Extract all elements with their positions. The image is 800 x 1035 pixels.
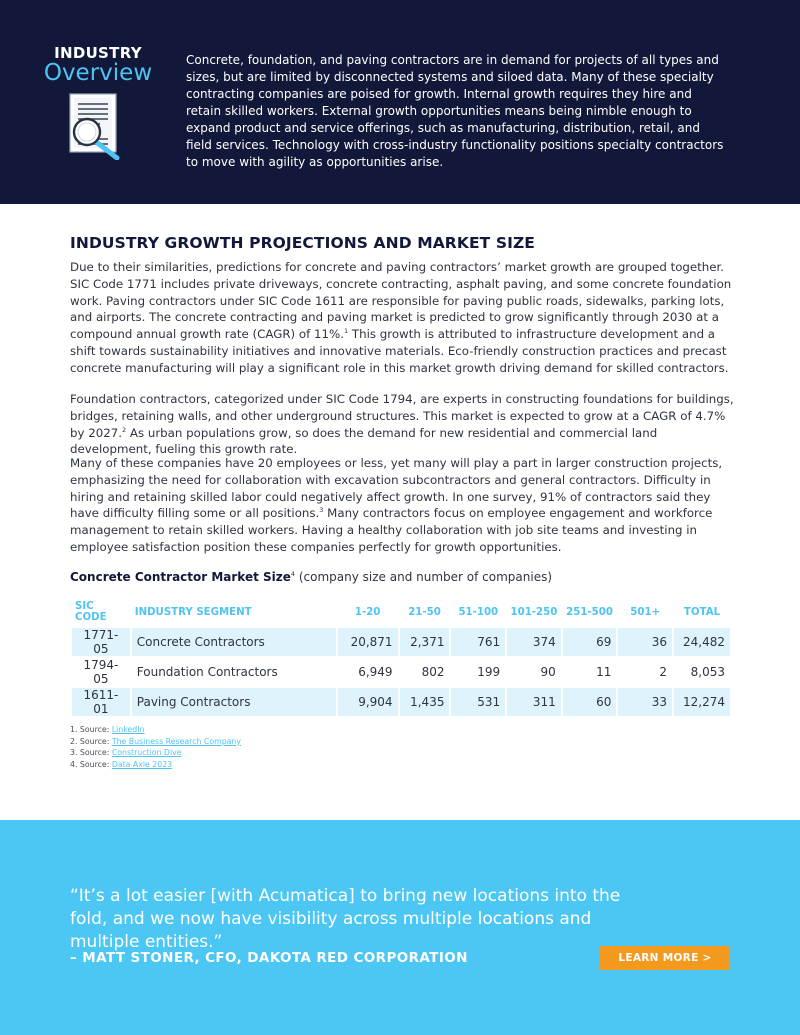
- col-header: 101-250: [510, 606, 558, 618]
- paragraph-2: [70, 391, 734, 458]
- table-cell: Foundation Contractors: [136, 665, 278, 679]
- table-cell: 531: [451, 688, 505, 716]
- table-cell: 8,053: [690, 665, 725, 679]
- table-cell: 2,371: [400, 628, 450, 656]
- col-header: 251-500: [566, 606, 613, 618]
- section-badge: [30, 44, 166, 86]
- badge-industry-label: INDUSTRY: [54, 44, 142, 62]
- footnote-link-data-axle[interactable]: Data Axle 2023: [111, 759, 173, 769]
- footnote-link-construction-dive[interactable]: Construction Dive: [111, 748, 182, 758]
- overview-paragraph: Concrete, foundation, and paving contractors are in demand for projects of all types and sizes, but are limited by disconnected systems and siloed data. Many of these specialty contracting companies are poised for growth. Internal growth requires they hire and retain skilled workers. External growth opportunities means being nimble enough to expand product and service offerings, such as manufacturing, distribution, retail, and field services. Technology with cross-industry functionality positions specialty contractors to move with agility as opportunities arise.: [186, 53, 724, 169]
- col-header: 1-20: [354, 606, 381, 618]
- col-header: INDUSTRY SEGMENT: [134, 606, 252, 618]
- table-cell: 1771-05: [72, 628, 130, 656]
- table-cell: 33: [618, 688, 672, 716]
- col-header: 21-50: [408, 606, 441, 618]
- document-magnifier-icon: [67, 92, 125, 160]
- footnote-3: [70, 747, 241, 759]
- testimonial-attribution: – MATT STONER, CFO, DAKOTA RED CORPORATION: [70, 950, 468, 966]
- table-row: [72, 628, 730, 656]
- footnote-prefix: 4. Source:: [70, 759, 112, 769]
- table-cell: 60: [563, 688, 617, 716]
- col-header: 501+: [630, 606, 661, 618]
- table-row: [72, 658, 730, 686]
- table-cell: 1,435: [400, 688, 450, 716]
- table-cell: 374: [507, 628, 561, 656]
- table-cell: 1611-01: [72, 688, 130, 716]
- table-cell: 311: [507, 688, 561, 716]
- table-cell: 9,904: [338, 688, 398, 716]
- paragraph-3-text: Many of these companies have 20 employees or less, yet many will play a part in larger construction projects, emphasizing the need for collaboration with excavation subcontractors and general contractors. Difficulty in hiring and retaining skilled labor could negatively affect growth. In one survey, 91% of contractors said they have difficulty filling some or all positions.: [70, 456, 723, 521]
- paragraph-1-text: Due to their similarities, predictions for concrete and paving contractors’ market growth are grouped together. SIC Code 1771 includes private driveways, concrete contracting, asphalt paving, and some concrete foundation work. Paving contractors under SIC Code 1611 are responsible for paving public roads, sidewalks, parking lots, and airports. The concrete contracting and paving market is predicted to grow significantly through 2030 at a compound annual growth rate (CAGR) of 11%.: [70, 260, 732, 342]
- table-cell: 69: [563, 628, 617, 656]
- col-header: TOTAL: [683, 606, 721, 618]
- table-cell: 36: [618, 628, 672, 656]
- footnote-ref-1: 1: [344, 327, 349, 336]
- footnote-1: [70, 724, 241, 736]
- footnote-ref-3: 3: [319, 506, 324, 515]
- table-cell: Paving Contractors: [132, 688, 336, 716]
- table-cell: 802: [421, 665, 445, 679]
- table-cell: 761: [451, 628, 505, 656]
- table-cell: 6,949: [358, 665, 393, 679]
- footnote-prefix: 2. Source:: [70, 736, 112, 746]
- table-caption-title: Concrete Contractor Market Size: [70, 570, 291, 584]
- footnote-4: [70, 759, 241, 771]
- paragraph-3: [70, 455, 734, 556]
- col-header: 51-100: [458, 606, 499, 618]
- paragraph-2-text: Foundation contractors, categorized under SIC Code 1794, are experts in constructing foundations for buildings, bridges, retaining walls, and other underground structures. This market is expected to grow at a CAGR of 4.7% by 2027.: [70, 392, 734, 440]
- footnotes: [70, 724, 241, 770]
- col-header: SIC CODE: [75, 601, 107, 623]
- table-cell: 24,482: [674, 628, 730, 656]
- market-size-table: [70, 596, 732, 718]
- testimonial-quote: “It’s a lot easier [with Acumatica] to bring new locations into the fold, and we now have visibility across multiple locations and multiple entities.”: [70, 886, 621, 952]
- table-cell: 11: [596, 665, 612, 679]
- header-band: [0, 0, 800, 204]
- table-caption: [70, 570, 552, 584]
- table-cell: 199: [477, 665, 501, 679]
- table-cell: 2: [659, 665, 667, 679]
- table-cell: Concrete Contractors: [132, 628, 336, 656]
- footnote-ref-4: 4: [290, 570, 296, 578]
- quote-band: [0, 820, 800, 1035]
- paragraph-1: [70, 259, 734, 377]
- table-cell: 12,274: [674, 688, 730, 716]
- table-header-row: [72, 598, 730, 626]
- paragraph-1-rest: This growth is attributed to infrastructure development and a shift towards sustainability initiatives and innovative materials. Eco-friendly construction practices and precast concrete manufacturing will play a significant role in this market growth driving demand for skilled contractors.: [70, 327, 729, 375]
- footnote-link-business-research[interactable]: The Business Research Company: [111, 736, 241, 746]
- footnote-link-linkedin[interactable]: LinkedIn: [111, 725, 145, 734]
- table-caption-note: (company size and number of companies): [295, 570, 553, 584]
- footnote-prefix: 1. Source:: [70, 725, 112, 734]
- table-cell: 20,871: [338, 628, 398, 656]
- section-title: INDUSTRY GROWTH PROJECTIONS AND MARKET SIZE: [70, 234, 535, 252]
- paragraph-2-rest: As urban populations grow, so does the demand for new residential and commercial land development, fueling this growth rate.: [70, 425, 658, 457]
- table-row: [72, 688, 730, 716]
- footnote-prefix: 3. Source:: [70, 748, 112, 758]
- table-cell: 90: [540, 665, 556, 679]
- table-cell: 1794-05: [83, 658, 119, 686]
- footnote-ref-2: 2: [122, 425, 127, 434]
- paragraph-3-rest: Many contractors focus on employee engagement and workforce management to retain skilled workers. Having a healthy collaboration with job site teams and investing in employee satisfaction position these companies perfectly for growth opportunities.: [70, 506, 713, 554]
- badge-overview-label: Overview: [43, 60, 153, 86]
- learn-more-button[interactable]: LEARN MORE >: [600, 946, 730, 970]
- footnote-2: [70, 736, 241, 748]
